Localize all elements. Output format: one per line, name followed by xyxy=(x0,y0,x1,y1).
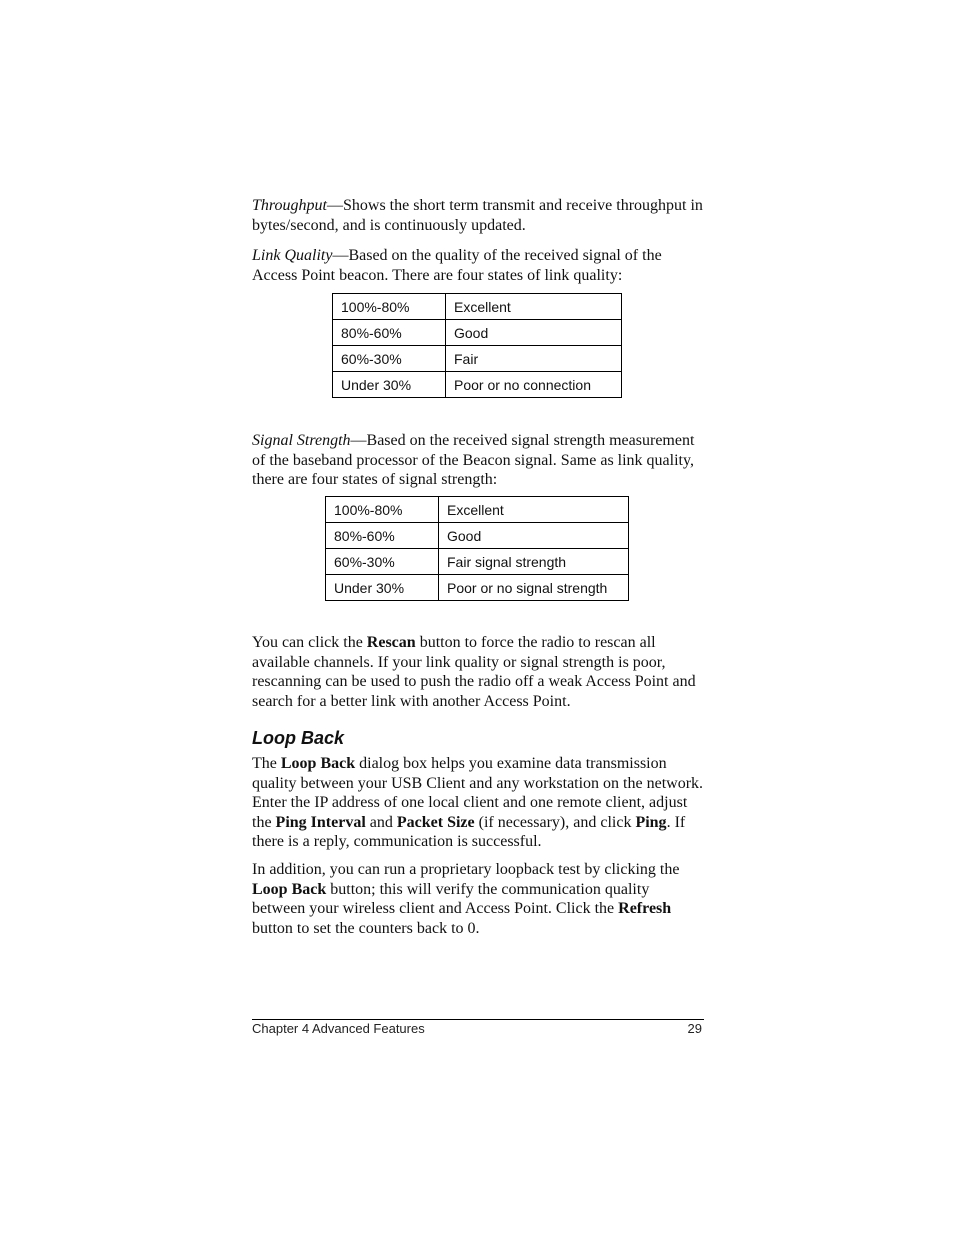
link-quality-paragraph xyxy=(252,246,704,285)
throughput-term: Throughput xyxy=(252,197,327,214)
loopback-paragraph xyxy=(252,754,704,852)
signal-strength-range-cell: 80%-60% xyxy=(326,523,439,549)
signal-strength-range-cell: Under 30% xyxy=(326,575,439,601)
addition-text-1: In addition, you can run a proprietary loopback test by clicking the xyxy=(252,861,680,878)
loopback-text-2: dialog box helps you examine data transmission quality between your USB Client and any workstation on the network. Enter the IP address of one local client and one remote client, adjust the xyxy=(252,755,704,831)
throughput-paragraph xyxy=(252,196,704,235)
loop-back-heading: Loop Back xyxy=(252,728,345,748)
signal-strength-paragraph xyxy=(252,431,704,490)
addition-bold-1: Loop Back xyxy=(252,880,327,898)
link-quality-state-cell: Good xyxy=(446,320,622,346)
footer-chapter: Chapter 4 Advanced Features xyxy=(252,1021,425,1036)
loopback-text-5: . If there is a reply, communication is successful. xyxy=(252,813,686,850)
link-quality-row xyxy=(333,372,622,398)
signal-strength-state-cell: Poor or no signal strength xyxy=(439,575,629,601)
loopback-bold-1: Loop Back xyxy=(280,755,356,772)
link-quality-row xyxy=(333,294,622,320)
footer-page-number: 29 xyxy=(687,1021,702,1036)
footer-rule xyxy=(252,1019,704,1020)
link-quality-state-cell: Fair xyxy=(446,346,622,372)
loopback-text-1: The xyxy=(252,755,281,772)
throughput-text: —Shows the short term transmit and receive throughput in bytes/second, and is continuously updated. xyxy=(252,197,703,234)
signal-strength-range-cell: 60%-30% xyxy=(326,549,439,575)
link-quality-range-cell: 60%-30% xyxy=(333,346,446,372)
link-quality-range-cell: 100%-80% xyxy=(333,294,446,320)
link-quality-range-cell: Under 30% xyxy=(333,372,446,398)
link-quality-row xyxy=(333,346,622,372)
signal-strength-state-cell: Fair signal strength xyxy=(439,549,629,575)
rescan-text-2: button to force the radio to rescan all available channels. If your link quality or signal strength is poor, rescanning can be used to push the radio off a weak Access Point and search for a better link with another Access Point. xyxy=(252,634,696,710)
signal-strength-row xyxy=(326,523,629,549)
link-quality-table xyxy=(332,293,622,398)
rescan-text-1: You can click the xyxy=(252,634,367,651)
link-quality-range-cell: 80%-60% xyxy=(333,320,446,346)
link-quality-state-cell: Poor or no connection xyxy=(446,372,622,398)
addition-bold-2: Refresh xyxy=(618,900,672,917)
addition-paragraph xyxy=(252,860,704,938)
loopback-text-3: and xyxy=(365,813,397,831)
signal-strength-range-cell: 100%-80% xyxy=(326,497,439,523)
link-quality-row xyxy=(333,320,622,346)
signal-strength-term: Signal Strength xyxy=(252,432,351,449)
signal-strength-row xyxy=(326,497,629,523)
rescan-button-name: Rescan xyxy=(366,634,416,651)
link-quality-state-cell: Excellent xyxy=(446,294,622,320)
signal-strength-text: —Based on the received signal strength measurement of the baseband processor of the Beacon signal. Same as link quality, there are four states of signal strength: xyxy=(252,432,695,488)
addition-text-3: button to set the counters back to 0. xyxy=(252,919,480,937)
signal-strength-table xyxy=(325,496,629,601)
loopback-text-4: (if necessary), and click xyxy=(474,813,636,831)
link-quality-term: Link Quality xyxy=(252,247,333,264)
signal-strength-row xyxy=(326,549,629,575)
signal-strength-state-cell: Good xyxy=(439,523,629,549)
addition-text-2: button; this will verify the communication quality between your wireless client and Access Point. Click the xyxy=(252,880,650,917)
loopback-bold-3: Packet Size xyxy=(396,813,475,831)
loopback-bold-4: Ping xyxy=(635,813,667,831)
signal-strength-row xyxy=(326,575,629,601)
signal-strength-state-cell: Excellent xyxy=(439,497,629,523)
loopback-bold-2: Ping Interval xyxy=(275,813,366,831)
link-quality-text: —Based on the quality of the received signal of the Access Point beacon. There are four states of link quality: xyxy=(252,247,662,284)
rescan-paragraph xyxy=(252,633,704,711)
